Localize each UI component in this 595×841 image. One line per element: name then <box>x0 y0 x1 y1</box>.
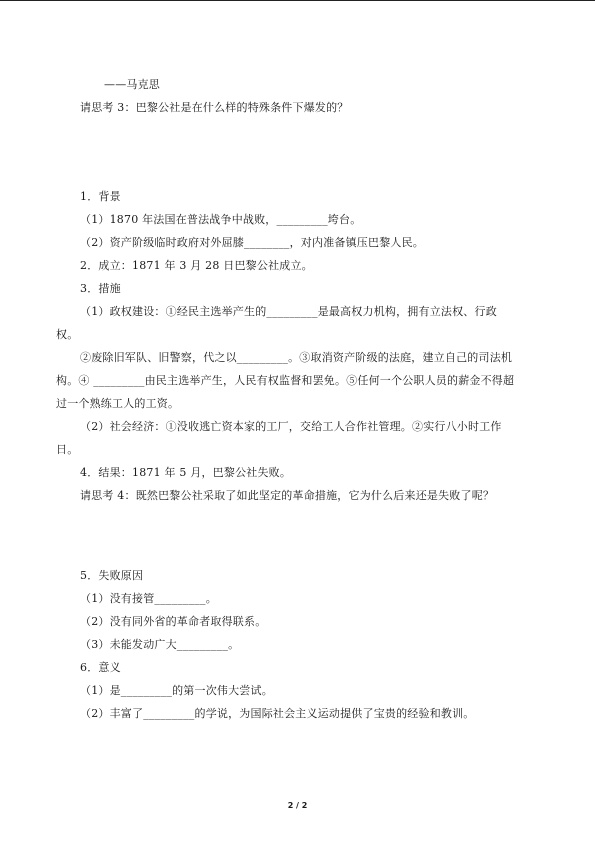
list-item: （2）丰富了_________的学说，为国际社会主义运动提供了宝贵的经验和教训。 <box>80 707 475 720</box>
page-number: 2 / 2 <box>287 801 308 810</box>
section-heading: 4．结果：1871 年 5 月，巴黎公社失败。 <box>80 466 292 479</box>
quote-attribution: ——马克思 <box>104 78 160 91</box>
think-question-4: 请思考 4：既然巴黎公社采取了如此坚定的革命措施，它为什么后来还是失败了呢？ <box>80 489 495 502</box>
paragraph-line: 日。 <box>56 443 79 456</box>
paragraph-line: 权。 <box>56 328 79 341</box>
section-heading: 2．成立：1871 年 3 月 28 日巴黎公社成立。 <box>80 259 313 272</box>
section-heading: 3．措施 <box>80 282 121 295</box>
list-item: （1）没有接管_________。 <box>80 592 217 605</box>
list-item: （2）没有同外省的革命者取得联系。 <box>80 615 267 628</box>
think-question-3: 请思考 3：巴黎公社是在什么样的特殊条件下爆发的？ <box>80 101 349 114</box>
paragraph-line: 过一个熟练工人的工资。 <box>56 397 180 410</box>
list-item: （1）是_________的第一次伟大尝试。 <box>80 684 273 697</box>
top-rule <box>0 0 595 1</box>
list-item: （2）资产阶级临时政府对外屈膝________，对内准备镇压巴黎人民。 <box>80 236 424 249</box>
list-item: （1）1870 年法国在普法战争中战败，_________垮台。 <box>80 213 362 226</box>
paragraph-line: （2）社会经济：①没收逃亡资本家的工厂，交给工人合作社管理。②实行八小时工作 <box>80 420 502 433</box>
list-item: （3）未能发动广大_________。 <box>80 638 240 651</box>
paragraph-line: 构。④ _________由民主选举产生，人民有权监督和罢免。⑤任何一个公职人员的薪金不得超 <box>56 374 515 387</box>
section-heading: 5．失败原因 <box>80 569 144 582</box>
section-heading: 6．意义 <box>80 661 121 674</box>
section-heading: 1．背景 <box>80 190 121 203</box>
paragraph-line: ②废除旧军队、旧警察，代之以_________。③取消资产阶级的法庭，建立自己的司法机 <box>80 351 513 364</box>
paragraph-line: （1）政权建设：①经民主选举产生的_________是最高权力机构，拥有立法权、行政 <box>80 305 497 318</box>
